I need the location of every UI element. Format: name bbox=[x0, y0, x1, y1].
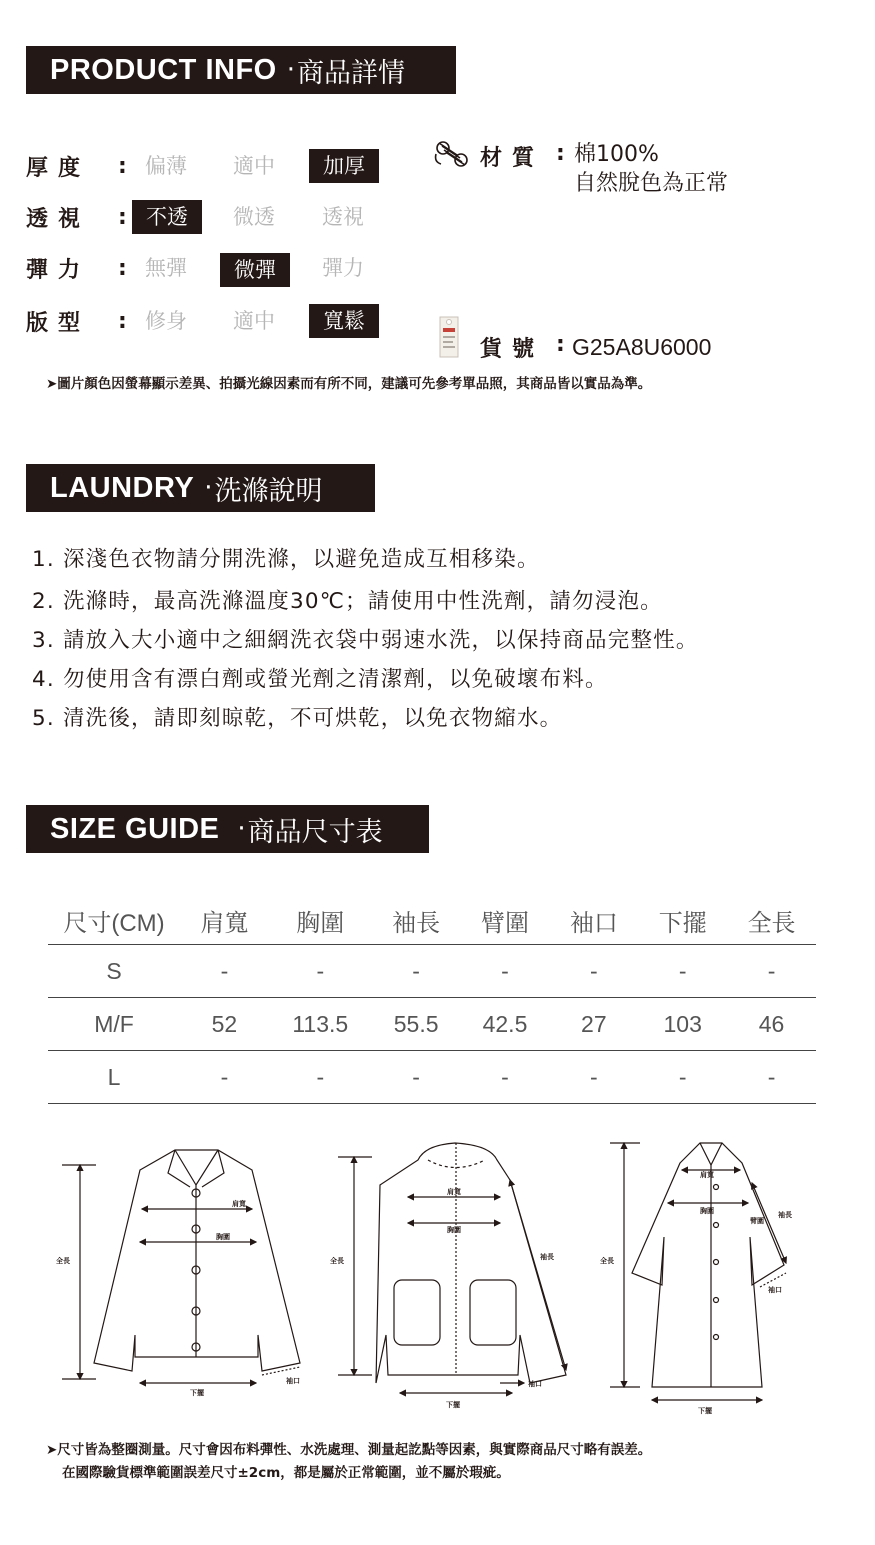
laundry-instruction: 5. 清洗後，請即刻晾乾，不可烘乾，以免衣物縮水。 bbox=[32, 706, 563, 731]
measurement-diagrams bbox=[0, 1125, 875, 1415]
header-dot: · bbox=[286, 55, 295, 85]
header-dot: · bbox=[237, 814, 246, 844]
option-transparency-none: 不透 bbox=[132, 200, 202, 234]
product-info-title-en: PRODUCT INFO bbox=[50, 53, 277, 86]
item-no-label: 貨號 bbox=[480, 337, 545, 362]
label-hem: 下擺 bbox=[190, 1389, 204, 1397]
jacket-diagram bbox=[62, 1150, 300, 1383]
size-guide-header bbox=[26, 805, 429, 853]
cell: - bbox=[638, 945, 727, 998]
cell-size: M/F bbox=[48, 998, 180, 1051]
size-table bbox=[48, 896, 816, 1104]
laundry-header bbox=[26, 464, 375, 512]
material-colon: : bbox=[556, 141, 565, 166]
cell: 46 bbox=[727, 998, 816, 1051]
table-row bbox=[48, 1051, 816, 1104]
label-shoulder: 肩寬 bbox=[447, 1188, 461, 1196]
laundry-title-en: LAUNDRY bbox=[50, 471, 195, 504]
material-label: 材質 bbox=[480, 146, 545, 171]
attr-colon: : bbox=[118, 204, 127, 230]
cell: - bbox=[727, 1051, 816, 1104]
label-chest: 胸圍 bbox=[447, 1226, 461, 1234]
table-row bbox=[48, 945, 816, 998]
cell: - bbox=[727, 945, 816, 998]
cell: 27 bbox=[549, 998, 638, 1051]
label-shoulder: 肩寬 bbox=[232, 1200, 246, 1208]
option-fit-slim: 修身 bbox=[145, 309, 187, 333]
cell-size: S bbox=[48, 945, 180, 998]
color-disclaimer: ➤圖片顏色因螢幕顯示差異、拍攝光線因素而有所不同，建議可先參考單品照，其商品皆以實品為準。 bbox=[46, 376, 652, 392]
cell: - bbox=[180, 945, 269, 998]
col-chest: 胸圍 bbox=[296, 909, 345, 937]
item-no-value: G25A8U6000 bbox=[572, 334, 712, 360]
size-note-line2: 在國際驗貨標準範圍誤差尺寸±2cm，都是屬於正常範圍，並不屬於瑕疵。 bbox=[62, 1465, 510, 1481]
attr-label: 透視 bbox=[26, 206, 91, 232]
cell: 113.5 bbox=[269, 998, 372, 1051]
attr-label: 厚度 bbox=[26, 155, 91, 181]
label-cuff: 袖口 bbox=[528, 1380, 542, 1388]
attr-row-elasticity bbox=[26, 251, 140, 285]
col-length: 全長 bbox=[747, 909, 796, 937]
option-thickness-thin: 偏薄 bbox=[145, 154, 187, 178]
option-transparency-sheer: 透視 bbox=[322, 205, 364, 229]
label-hem: 下擺 bbox=[446, 1401, 460, 1409]
label-chest: 胸圍 bbox=[216, 1233, 230, 1241]
cell: - bbox=[461, 945, 550, 998]
product-info-header bbox=[26, 46, 456, 94]
size-note-line1: ➤尺寸皆為整圈測量。尺寸會因布料彈性、水洗處理、測量起訖點等因素，與實際商品尺寸略有誤差。 bbox=[46, 1442, 652, 1458]
col-arm: 臂圍 bbox=[480, 909, 529, 937]
hoodie-diagram bbox=[338, 1143, 566, 1393]
attr-colon: : bbox=[118, 255, 127, 281]
product-info-title-zh: 商品詳情 bbox=[296, 57, 405, 89]
option-transparency-slight: 微透 bbox=[233, 205, 275, 229]
material-note: 自然脫色為正常 bbox=[574, 171, 729, 196]
col-shoulder: 肩寬 bbox=[200, 909, 249, 937]
cell: - bbox=[180, 1051, 269, 1104]
option-elasticity-slight: 微彈 bbox=[220, 253, 290, 287]
label-hem: 下擺 bbox=[698, 1407, 712, 1415]
laundry-instruction: 1. 深淺色衣物請分開洗滌，以避免造成互相移染。 bbox=[32, 547, 540, 572]
cell: - bbox=[269, 1051, 372, 1104]
laundry-instruction: 4. 勿使用含有漂白劑或螢光劑之清潔劑，以免破壞布料。 bbox=[32, 667, 608, 692]
label-length: 全長 bbox=[330, 1257, 344, 1265]
attr-colon: : bbox=[118, 153, 127, 179]
attr-colon: : bbox=[118, 308, 127, 334]
attr-row-fit bbox=[26, 304, 140, 338]
col-size: 尺寸(CM) bbox=[63, 909, 165, 937]
cell: - bbox=[372, 1051, 461, 1104]
item-no-colon: : bbox=[556, 332, 565, 357]
cell: - bbox=[549, 945, 638, 998]
cell: 52 bbox=[180, 998, 269, 1051]
option-thickness-medium: 適中 bbox=[233, 154, 275, 178]
size-table-header bbox=[48, 896, 816, 945]
label-chest: 胸圍 bbox=[700, 1207, 714, 1215]
col-hem: 下擺 bbox=[658, 909, 707, 937]
option-elasticity-none: 無彈 bbox=[145, 256, 187, 280]
label-arm: 臂圍 bbox=[750, 1217, 764, 1225]
laundry-instruction: 3. 請放入大小適中之細網洗衣袋中弱速水洗，以保持商品完整性。 bbox=[32, 628, 699, 653]
laundry-title-zh: 洗滌說明 bbox=[214, 475, 323, 507]
cell-size: L bbox=[48, 1051, 180, 1104]
option-fit-regular: 適中 bbox=[233, 309, 275, 333]
label-sleeve: 袖長 bbox=[778, 1211, 792, 1219]
cell: - bbox=[549, 1051, 638, 1104]
option-thickness-thick: 加厚 bbox=[309, 149, 379, 183]
attr-row-thickness bbox=[26, 149, 140, 183]
cell: 42.5 bbox=[461, 998, 550, 1051]
tag-icon bbox=[437, 316, 463, 360]
label-shoulder: 肩寬 bbox=[700, 1171, 714, 1179]
cell: 55.5 bbox=[372, 998, 461, 1051]
thread-spool-icon bbox=[433, 140, 471, 168]
cell: - bbox=[638, 1051, 727, 1104]
table-row bbox=[48, 998, 816, 1051]
attr-label: 彈力 bbox=[26, 257, 91, 283]
attr-row-transparency bbox=[26, 200, 140, 234]
label-length: 全長 bbox=[600, 1257, 614, 1265]
col-cuff: 袖口 bbox=[569, 909, 618, 937]
laundry-instruction: 2. 洗滌時，最高洗滌溫度30℃；請使用中性洗劑，請勿浸泡。 bbox=[32, 589, 663, 614]
dress-diagram bbox=[610, 1143, 786, 1400]
size-guide-title-en: SIZE GUIDE bbox=[50, 812, 220, 845]
label-length: 全長 bbox=[56, 1257, 70, 1265]
cell: - bbox=[269, 945, 372, 998]
header-dot: · bbox=[204, 473, 213, 503]
cell: - bbox=[461, 1051, 550, 1104]
col-sleeve: 袖長 bbox=[392, 909, 441, 937]
attr-label: 版型 bbox=[26, 310, 91, 336]
cell: - bbox=[372, 945, 461, 998]
label-cuff: 袖口 bbox=[768, 1286, 782, 1294]
label-cuff: 袖口 bbox=[286, 1377, 300, 1385]
cell: 103 bbox=[638, 998, 727, 1051]
label-sleeve: 袖長 bbox=[540, 1253, 554, 1261]
option-elasticity-stretch: 彈力 bbox=[322, 256, 364, 280]
material-value: 棉100% bbox=[574, 142, 659, 167]
size-guide-title-zh: 商品尺寸表 bbox=[247, 816, 383, 848]
option-fit-loose: 寬鬆 bbox=[309, 304, 379, 338]
